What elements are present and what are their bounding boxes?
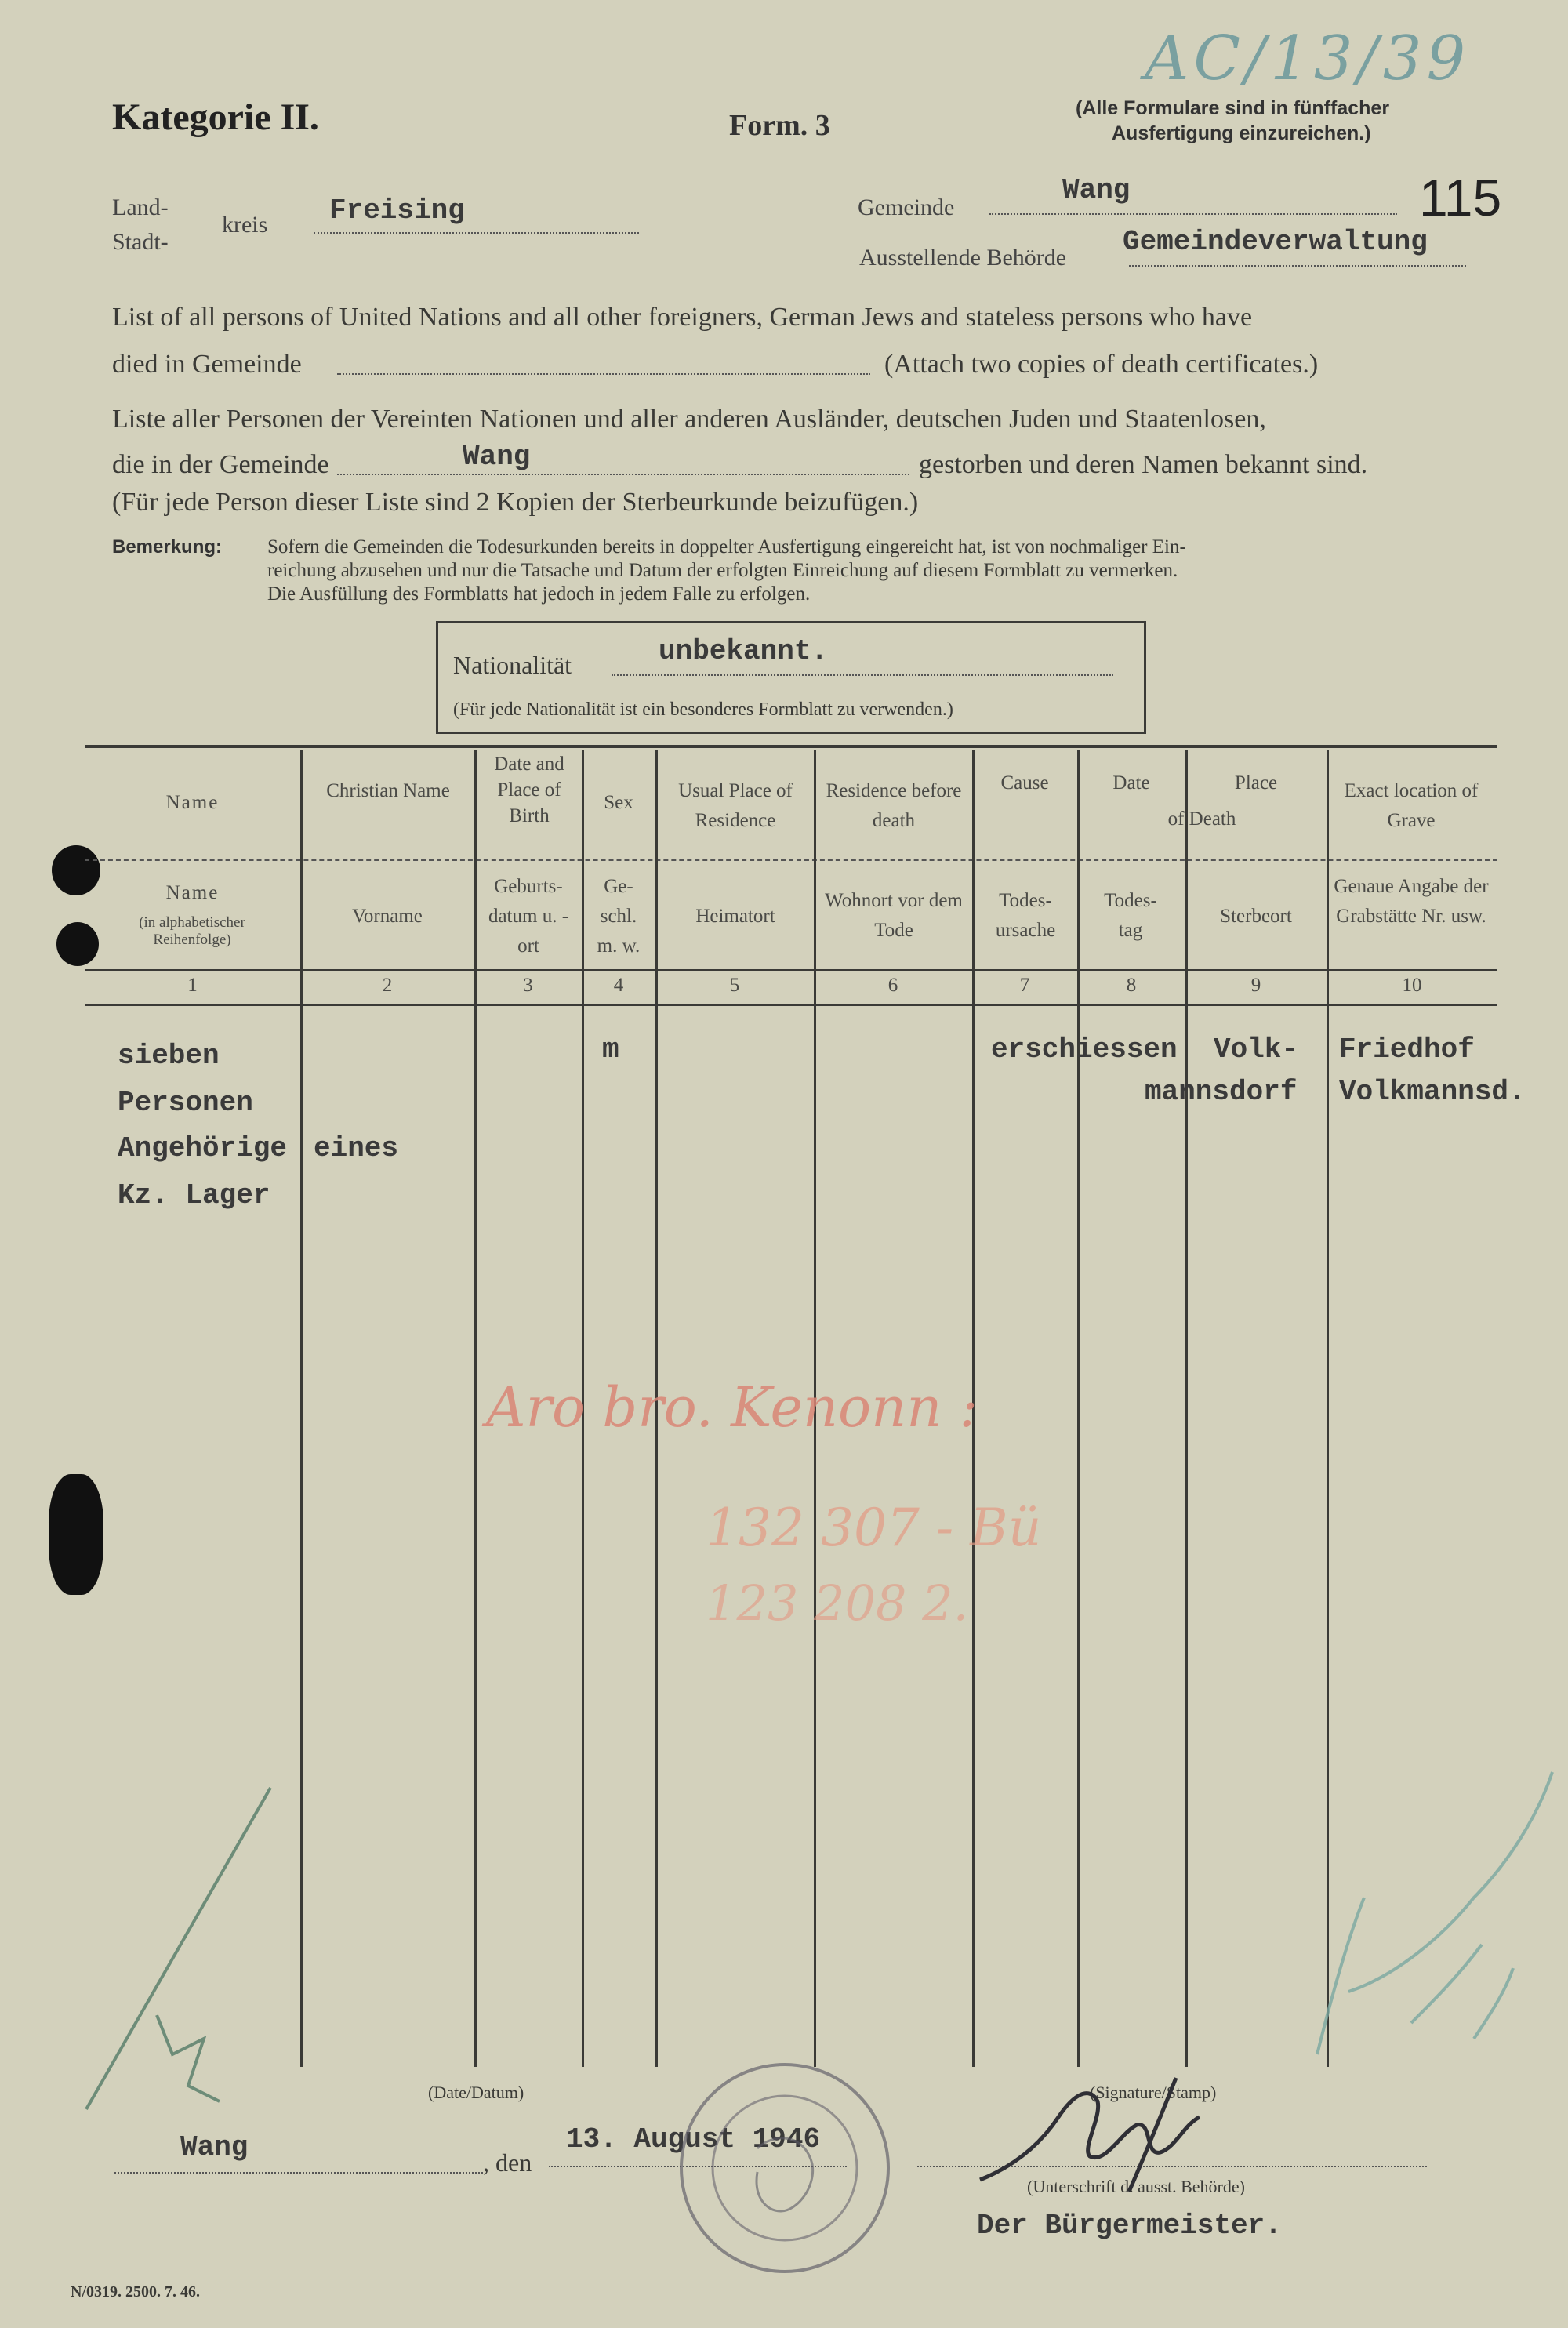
nationality-value: unbekannt.	[659, 635, 829, 667]
table-top-rule	[85, 745, 1497, 748]
signed-place: Wang	[180, 2131, 249, 2163]
archive-number: AC/13/39	[1145, 24, 1471, 94]
gemeinde-value: Wang	[1062, 174, 1131, 206]
intro-de-line1: Liste aller Personen der Vereinten Nationen und aller anderen Ausländer, deutschen Juden und Staatenlosen,	[112, 405, 1266, 434]
gemeinde-dotline	[989, 213, 1397, 215]
remark-line2: reichung abzusehen und nur die Tatsache und Datum der erfolgten Einreichung auf diesem Formblatt zu vermerken.	[267, 560, 1178, 581]
entry-place-line1: Volk-	[1214, 1033, 1299, 1066]
table-header-dashed-rule	[85, 859, 1497, 861]
col1-de: Name	[165, 882, 220, 903]
col10-en: Exact location of Grave	[1344, 780, 1479, 831]
remark-label: Bemerkung:	[112, 536, 223, 557]
col-line-2	[474, 750, 477, 2067]
intro-en-line2b: (Attach two copies of death certificates.)	[884, 350, 1319, 379]
nationality-dotline	[612, 674, 1113, 676]
col9-num: 9	[1250, 975, 1261, 996]
entry-name-line1: sieben	[118, 1040, 220, 1072]
form-code: N/0319. 2500. 7. 46.	[71, 2283, 200, 2301]
page-number: 115	[1419, 169, 1502, 227]
unterschrift-label: (Unterschrift d. ausst. Behörde)	[1027, 2177, 1245, 2196]
remark-line1: Sofern die Gemeinden die Todesurkunden bereits in doppelter Ausfertigung eingereicht hat, ist von nochmaliger Ein-	[267, 536, 1186, 557]
col1-num: 1	[187, 975, 198, 996]
col3-de: Geburts- datum u. -ort	[488, 876, 569, 957]
col2-de: Vorname	[352, 906, 423, 927]
entry-grave-line1: Friedhof	[1339, 1033, 1475, 1066]
copies-note-line2: Ausfertigung einzureichen.)	[1112, 122, 1371, 144]
table-body-rule	[85, 1004, 1497, 1006]
col8-num: 8	[1126, 975, 1137, 996]
remark-line3: Die Ausfüllung des Formblatts hat jedoch in jedem Falle zu erfolgen.	[267, 583, 811, 605]
col6-en: Residence before death	[826, 780, 962, 831]
den-label: , den	[483, 2148, 532, 2177]
col8-de: Todes- tag	[1104, 890, 1157, 941]
col4-en: Sex	[604, 792, 633, 813]
red-annotation-line1: Aro bro. Kenonn :	[486, 1375, 978, 1440]
col9-de: Sterbeort	[1220, 906, 1292, 927]
col2-en: Christian Name	[326, 780, 450, 801]
entry-cause: erschiessen	[991, 1033, 1178, 1066]
gemeinde-label: Gemeinde	[858, 194, 955, 220]
kreis-dotline	[314, 232, 639, 234]
behoerde-label: Ausstellende Behörde	[859, 245, 1067, 271]
entry-place-line2: mannsdorf	[1145, 1076, 1298, 1108]
col7-de: Todes- ursache	[995, 890, 1056, 941]
col7-num: 7	[1019, 975, 1030, 996]
col9-en: Place	[1234, 772, 1278, 794]
signer-title: Der Bürgermeister.	[977, 2210, 1282, 2242]
col3-en: Date and Place of Birth	[494, 754, 564, 826]
place-dotline	[114, 2172, 483, 2174]
entry-sex: m	[602, 1033, 619, 1066]
col1-en: Name	[165, 792, 220, 813]
nationality-label: Nationalität	[453, 651, 572, 679]
kreis-label: kreis	[222, 212, 268, 238]
land-label: Land-	[112, 194, 169, 220]
intro-de-line3: (Für jede Person dieser Liste sind 2 Kopien der Sterbeurkunde beizufügen.)	[112, 488, 919, 517]
intro-de-dotline	[337, 474, 909, 475]
stadt-label: Stadt-	[112, 229, 169, 255]
punch-hole-mid	[56, 922, 99, 966]
col5-num: 5	[729, 975, 740, 996]
red-annotation-line3: 123 208 2.	[706, 1574, 969, 1632]
col7-en: Cause	[1000, 772, 1049, 794]
col10-de: Genaue Angabe der Grabstätte Nr. usw.	[1334, 876, 1489, 927]
intro-en-line1: List of all persons of United Nations and all other foreigners, German Jews and stateless persons who have	[112, 303, 1253, 332]
kreis-value: Freising	[329, 194, 465, 227]
col-line-8	[1185, 750, 1188, 2067]
nationality-note: (Für jede Nationalität ist ein besonderes Formblatt zu verwenden.)	[453, 699, 953, 720]
signature-scrawl	[972, 2054, 1231, 2195]
entry-name-line4: Kz. Lager	[118, 1179, 270, 1211]
official-stamp	[671, 2054, 898, 2282]
col10-num: 10	[1402, 975, 1422, 996]
col-line-1	[300, 750, 303, 2067]
col6-de: Wohnort vor dem Tode	[825, 890, 963, 941]
copies-note-line1: (Alle Formulare sind in fünffacher	[1076, 97, 1390, 119]
form-number: Form. 3	[729, 109, 830, 142]
signature-label: (Signature/Stamp)	[1090, 2083, 1217, 2102]
col6-num: 6	[887, 975, 898, 996]
col3-num: 3	[523, 975, 533, 996]
entry-christian-name: eines	[314, 1132, 399, 1164]
of-death-label: of Death	[1167, 808, 1236, 830]
green-pencil-mark	[71, 1780, 290, 2133]
col5-en: Usual Place of Residence	[678, 780, 793, 831]
category-title: Kategorie II.	[112, 96, 319, 138]
intro-en-line2a: died in Gemeinde	[112, 350, 302, 379]
col2-num: 2	[382, 975, 393, 996]
col5-de: Heimatort	[695, 906, 775, 927]
behoerde-value: Gemeindeverwaltung	[1123, 226, 1428, 258]
intro-de-line2a: die in der Gemeinde	[112, 450, 329, 479]
date-label: (Date/Datum)	[428, 2083, 524, 2102]
col1-de-sub: (in alphabetischer Reihenfolge)	[139, 914, 245, 948]
intro-en-dotline	[337, 373, 870, 375]
entry-grave-line2: Volkmannsd.	[1339, 1076, 1526, 1108]
behoerde-dotline	[1129, 265, 1466, 267]
col4-num: 4	[613, 975, 624, 996]
intro-de-line2b: gestorben und deren Namen bekannt sind.	[919, 450, 1368, 479]
col8-en: Date	[1112, 772, 1150, 794]
entry-name-line2: Personen	[118, 1087, 253, 1119]
red-annotation-line2: 132 307 - Bü	[706, 1498, 1042, 1558]
intro-de-gemeinde-value: Wang	[463, 441, 531, 473]
green-handwritten-note	[1301, 1741, 1568, 2070]
col4-de: Ge- schl. m. w.	[597, 876, 641, 957]
punch-hole-bottom	[49, 1474, 103, 1595]
col-line-7	[1077, 750, 1080, 2067]
entry-name-line3: Angehörige	[118, 1132, 288, 1164]
signed-date: 13. August 1946	[566, 2123, 821, 2155]
